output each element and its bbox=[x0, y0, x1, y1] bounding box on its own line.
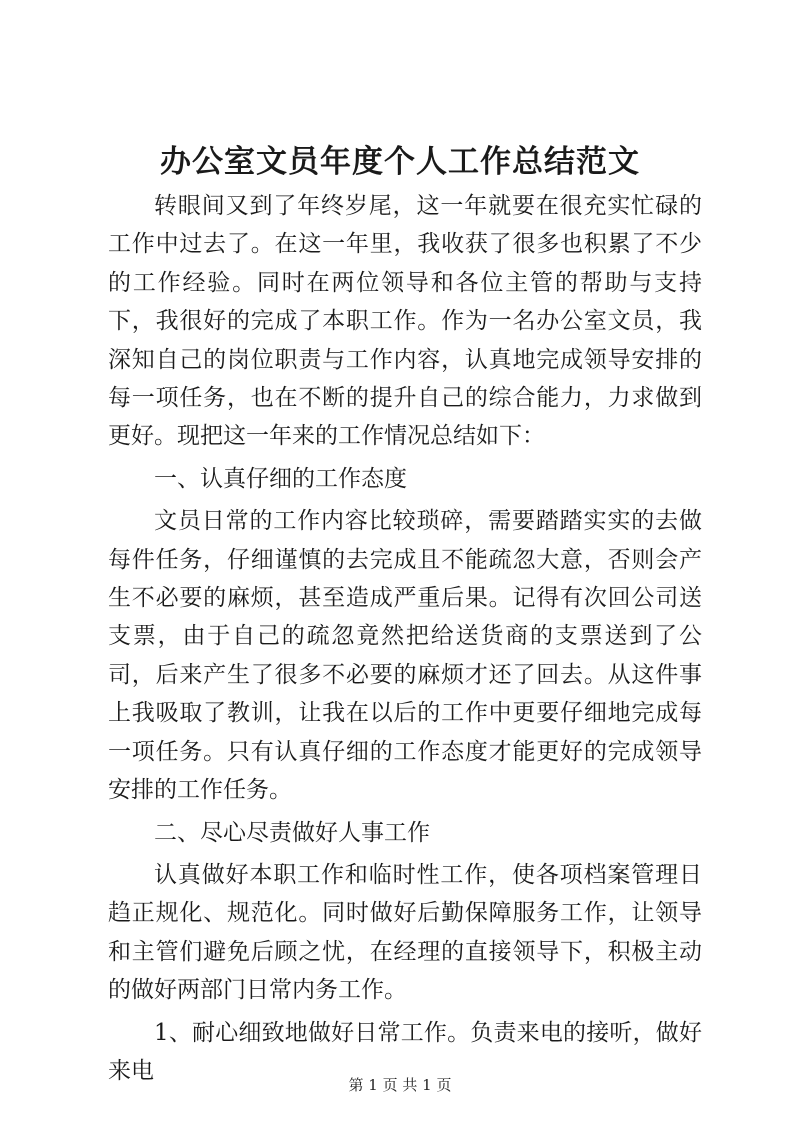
intro-paragraph: 转眼间又到了年终岁尾，这一年就要在很充实忙碌的工作中过去了。在这一年里，我收获了很多也积累了不少的工作经验。同时在两位领导和各位主管的帮助与支持下，我很好的完成了本职工作。作为一名办公室文员，我深知自己的岗位职责与工作内容，认真地完成领导安排的每一项任务，也在不断的提升自己的综合能力，力求做到更好。现把这一年来的工作情况总结如下： bbox=[108, 193, 702, 450]
section-paragraph-2: 认真做好本职工作和临时性工作，使各项档案管理日趋正规化、规范化。同时做好后勤保障服务工作，让领导和主管们避免后顾之忧，在经理的直接领导下，积极主动的做好两部门日常内务工作。 bbox=[108, 861, 702, 1004]
section-heading-1: 一、认真仔细的工作态度 bbox=[154, 465, 407, 492]
section-heading-2: 二、尽心尽责做好人事工作 bbox=[154, 819, 430, 846]
section-paragraph-1: 文员日常的工作内容比较琐碎，需要踏踏实实的去做每件任务，仔细谨慎的去完成且不能疏忽大意，否则会产生不必要的麻烦，甚至造成严重后果。记得有次回公司送支票，由于自己的疏忽竟然把给送货商的支票送到了公司，后来产生了很多不必要的麻烦才还了回去。从这件事上我吸取了教训，让我在以后的工作中更要仔细地完成每一项任务。只有认真仔细的工作态度才能更好的完成领导安排的工作任务。 bbox=[108, 508, 702, 804]
list-item-1: 1、耐心细致地做好日常工作。负责来电的接听，做好来电 bbox=[108, 1019, 702, 1084]
page-footer: 第 1 页 共 1 页 bbox=[348, 1076, 452, 1094]
document-title: 办公室文员年度个人工作总结范文 bbox=[160, 144, 640, 180]
document-body bbox=[108, 187, 702, 1090]
